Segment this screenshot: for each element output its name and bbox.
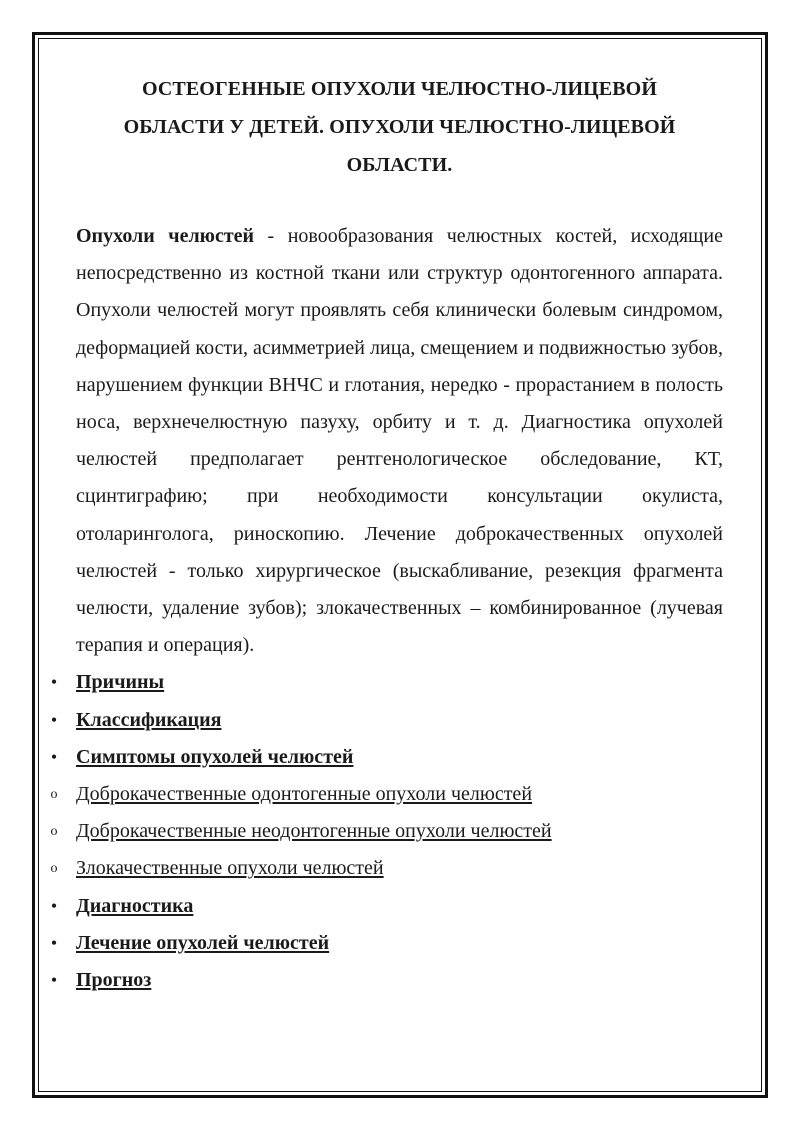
toc-item-symptoms — [50, 739, 723, 776]
circle-marker: o — [50, 861, 58, 877]
toc-item-diagnostics — [50, 888, 723, 925]
toc-link-prognosis[interactable]: Прогноз — [76, 968, 152, 991]
toc-link-causes[interactable]: Причины — [76, 671, 165, 694]
bullet-marker: • — [50, 709, 58, 730]
intro-paragraph — [76, 218, 723, 664]
circle-marker: o — [50, 824, 58, 840]
toc-link-symptoms[interactable]: Симптомы опухолей челюстей — [76, 745, 354, 768]
toc-item-classification — [50, 702, 723, 739]
toc-link-diagnostics[interactable]: Диагностика — [76, 894, 194, 917]
title-line: ОБЛАСТИ У ДЕТЕЙ. ОПУХОЛИ ЧЕЛЮСТНО-ЛИЦЕВОЙ — [123, 116, 676, 138]
intro-term: Опухоли челюстей — [76, 225, 255, 247]
bullet-marker: • — [50, 932, 58, 953]
toc-link-classification[interactable]: Классификация — [76, 708, 222, 731]
title-line: ОСТЕОГЕННЫЕ ОПУХОЛИ ЧЕЛЮСТНО-ЛИЦЕВОЙ — [141, 78, 658, 100]
toc-link-treatment[interactable]: Лечение опухолей челюстей — [76, 931, 330, 954]
toc-item-treatment — [50, 925, 723, 962]
document-title — [76, 70, 723, 184]
bullet-marker: • — [50, 672, 58, 693]
bullet-marker: • — [50, 969, 58, 990]
title-line: ОБЛАСТИ. — [346, 154, 453, 176]
toc-item-causes — [50, 664, 723, 701]
toc-item-prognosis — [50, 962, 723, 999]
bullet-marker: • — [50, 895, 58, 916]
intro-text: - новообразования челюстных костей, исходящие непосредственно из костной ткани или структур одонтогенного аппарата. Опухоли челюстей могут проявлять себя клинически болевым синдромом, деформацией кости, асимметрией лица, смещением и подвижностью зубов, нарушением функции ВНЧС и глотания, нередко - прорастанием в полость носа, верхнечелюстную пазуху, орбиту и т. д. Диагностика опухолей челюстей предполагает рентгенологическое обследование, КТ, сцинтиграфию; при необходимости консультации окулиста, отоларинголога, риноскопию. Лечение доброкачественных опухолей челюстей - только хирургическое (выскабливание, резекция фрагмента челюсти, удаление зубов); злокачественных – комбинированное (лучевая терапия и операция). — [76, 225, 724, 657]
table-of-contents — [50, 664, 723, 999]
toc-link-benign-non-odontogenic[interactable]: Доброкачественные неодонтогенные опухоли челюстей — [76, 820, 552, 843]
document-body — [50, 70, 724, 999]
toc-link-malignant[interactable]: Злокачественные опухоли челюстей — [76, 857, 384, 880]
toc-link-benign-odontogenic[interactable]: Доброкачественные одонтогенные опухоли челюстей — [76, 783, 533, 805]
bullet-marker: • — [50, 746, 58, 767]
toc-item-malignant — [50, 850, 723, 887]
circle-marker: o — [50, 787, 58, 802]
toc-item-benign-odontogenic — [50, 776, 723, 813]
toc-item-benign-non-odontogenic — [50, 813, 723, 850]
